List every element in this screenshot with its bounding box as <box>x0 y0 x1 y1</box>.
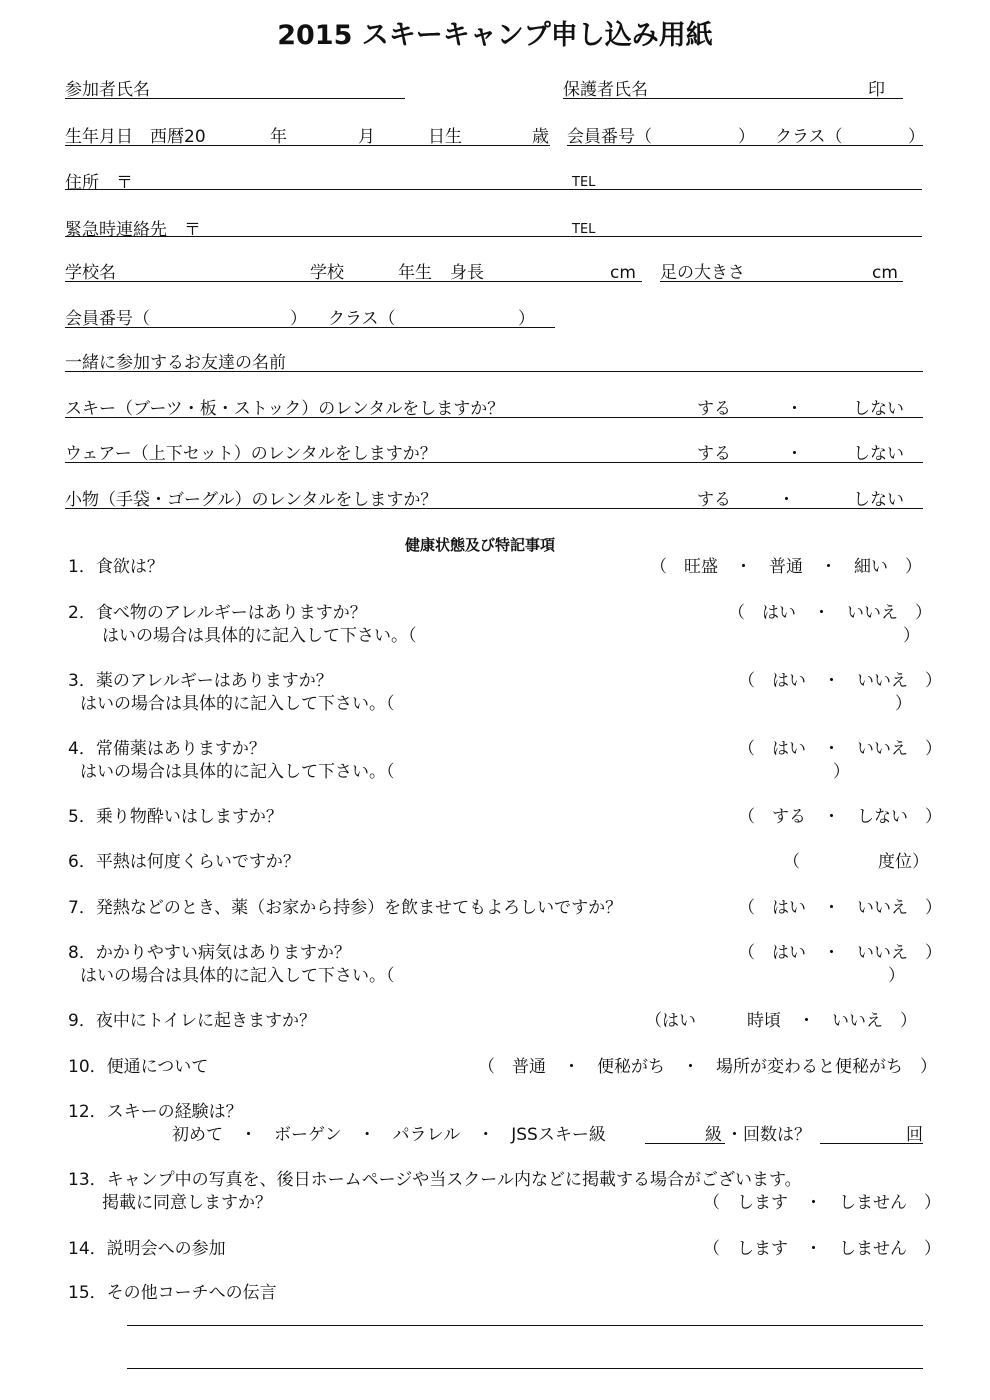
age-label: 歳 <box>532 127 549 147</box>
q7-text: 7．発熱などのとき、薬（お家から持参）を飲ませてもよろしいですか？ <box>68 898 623 918</box>
rental-wear-question: ウェアー（上下セット）のレンタルをしますか？ <box>65 444 437 464</box>
grade-label: 年生 <box>398 263 432 283</box>
rental-wear-yes[interactable]: する <box>697 444 731 464</box>
q13-options[interactable]: （ します ・ しません ） <box>703 1193 941 1213</box>
rental-wear-no[interactable]: しない <box>853 444 904 464</box>
class-close: ） <box>908 127 925 147</box>
q12-options[interactable]: 初めて ・ ボーゲン ・ パラレル ・ JSSスキー級 <box>172 1125 606 1145</box>
class-label: クラス（ <box>775 127 843 147</box>
rental-small-line <box>65 508 923 509</box>
rental-ski-no[interactable]: しない <box>853 399 904 419</box>
q12-kyu: 級 <box>705 1125 722 1145</box>
rental-ski-line <box>65 417 923 418</box>
q2-sub: はいの場合は具体的に記入して下さい。（ <box>102 626 417 646</box>
rental-small-no[interactable]: しない <box>853 490 904 510</box>
seal-label: 印 <box>868 80 885 100</box>
q12-count-label: ・回数は？ <box>726 1125 811 1145</box>
foot-unit: cm <box>872 263 898 283</box>
q14-text: 14．説明会への参加 <box>68 1239 226 1259</box>
q5-options[interactable]: （ する ・ しない ） <box>738 807 942 827</box>
participant-name-field[interactable] <box>65 98 405 99</box>
birth-year-label: 年 <box>270 127 287 147</box>
q12-text: 12．スキーの経験は？ <box>68 1102 243 1122</box>
q15-line-1[interactable] <box>127 1325 923 1326</box>
q9-options[interactable]: （はい 時頃 ・ いいえ ） <box>645 1011 917 1031</box>
participant-name-label: 参加者氏名 <box>65 80 150 100</box>
q15-text: 15．その他コーチへの伝言 <box>68 1283 277 1303</box>
rental-wear-dot: ・ <box>786 444 803 464</box>
tel2-label: TEL <box>572 222 596 237</box>
q12-kyu-field[interactable] <box>645 1143 725 1144</box>
class2-label: クラス（ <box>328 309 396 329</box>
member2-close: ） <box>290 309 307 329</box>
q8-sub: はいの場合は具体的に記入して下さい。（ <box>80 966 395 986</box>
q12-kai: 回 <box>906 1125 923 1145</box>
member-no-close: ） <box>738 127 755 147</box>
class2-close: ） <box>518 309 535 329</box>
rental-ski-yes[interactable]: する <box>697 399 731 419</box>
q10-options[interactable]: （ 普通 ・ 便秘がち ・ 場所が変わると便秘がち ） <box>478 1057 937 1077</box>
guardian-name-field[interactable] <box>563 98 903 99</box>
q4-close: ） <box>833 762 850 782</box>
q3-text: 3．薬のアレルギーはありますか？ <box>68 671 333 691</box>
height-unit: cm <box>610 263 636 283</box>
q3-close: ） <box>895 694 912 714</box>
member2-field[interactable] <box>65 327 555 328</box>
rental-ski-question: スキー（ブーツ・板・ストック）のレンタルをしますか？ <box>65 399 505 419</box>
q13-text: 13．キャンプ中の写真を、後日ホームページや当スクール内などに掲載する場合がございます。 <box>68 1170 802 1190</box>
q5-text: 5．乗り物酔いはしますか？ <box>68 807 283 827</box>
school-suffix: 学校 <box>310 263 344 283</box>
q14-options[interactable]: （ します ・ しません ） <box>703 1239 941 1259</box>
q6-open: （ <box>783 852 800 872</box>
member-class-field[interactable] <box>567 145 923 146</box>
q12-count-field[interactable] <box>820 1143 923 1144</box>
birth-field[interactable] <box>65 145 550 146</box>
friends-field[interactable] <box>65 371 923 372</box>
rental-wear-line <box>65 462 923 463</box>
rental-small-question: 小物（手袋・ゴーグル）のレンタルをしますか？ <box>65 490 438 510</box>
rental-small-dot: ・ <box>778 490 795 510</box>
q7-options[interactable]: （ はい ・ いいえ ） <box>738 898 942 918</box>
q2-text: 2．食べ物のアレルギーはありますか？ <box>68 603 367 623</box>
foot-size-label: 足の大きさ <box>660 263 745 283</box>
q4-sub: はいの場合は具体的に記入して下さい。（ <box>80 762 395 782</box>
q6-suffix: 度位） <box>878 852 929 872</box>
q6-text: 6．平熱は何度くらいですか？ <box>68 852 300 872</box>
emergency-field[interactable] <box>65 236 922 237</box>
q15-line-2[interactable] <box>127 1368 923 1369</box>
rental-small-yes[interactable]: する <box>697 490 731 510</box>
birth-label: 生年月日 西暦20 <box>65 127 206 147</box>
address-field[interactable] <box>65 189 922 190</box>
member2-label: 会員番号（ <box>65 309 150 329</box>
q2-close: ） <box>903 626 920 646</box>
q1-options[interactable]: （ 旺盛 ・ 普通 ・ 細い ） <box>650 557 922 577</box>
q1-text: 1．食欲は？ <box>68 557 164 577</box>
q2-options[interactable]: （ はい ・ いいえ ） <box>728 603 932 623</box>
birth-month-label: 月 <box>358 127 375 147</box>
q3-options[interactable]: （ はい ・ いいえ ） <box>738 671 942 691</box>
q8-text: 8．かかりやすい病気はありますか？ <box>68 943 351 963</box>
birth-day-label: 日生 <box>428 127 462 147</box>
member-no-label: 会員番号（ <box>567 127 652 147</box>
q8-options[interactable]: （ はい ・ いいえ ） <box>738 943 942 963</box>
health-heading: 健康状態及び特記事項 <box>405 536 556 554</box>
height-label: 身長 <box>450 263 484 283</box>
q4-options[interactable]: （ はい ・ いいえ ） <box>738 739 942 759</box>
emergency-label: 緊急時連絡先 〒 <box>65 220 201 240</box>
rental-ski-dot: ・ <box>786 399 803 419</box>
q9-text: 9．夜中にトイレに起きますか？ <box>68 1011 316 1031</box>
address-label: 住所 〒 <box>65 173 133 193</box>
page-title: 2015 スキーキャンプ申し込み用紙 <box>277 20 713 51</box>
school-height-field[interactable] <box>65 281 642 282</box>
q3-sub: はいの場合は具体的に記入して下さい。（ <box>80 694 395 714</box>
q10-text: 10．便通について <box>68 1057 209 1077</box>
tel-label: TEL <box>572 175 596 190</box>
q8-close: ） <box>888 966 905 986</box>
q4-text: 4．常備薬はありますか？ <box>68 739 266 759</box>
foot-size-field[interactable] <box>660 281 903 282</box>
school-label: 学校名 <box>65 263 116 283</box>
q13-sub: 掲載に同意しますか？ <box>102 1193 272 1213</box>
guardian-name-label: 保護者氏名 <box>563 80 648 100</box>
friends-label: 一緒に参加するお友達の名前 <box>65 353 286 373</box>
